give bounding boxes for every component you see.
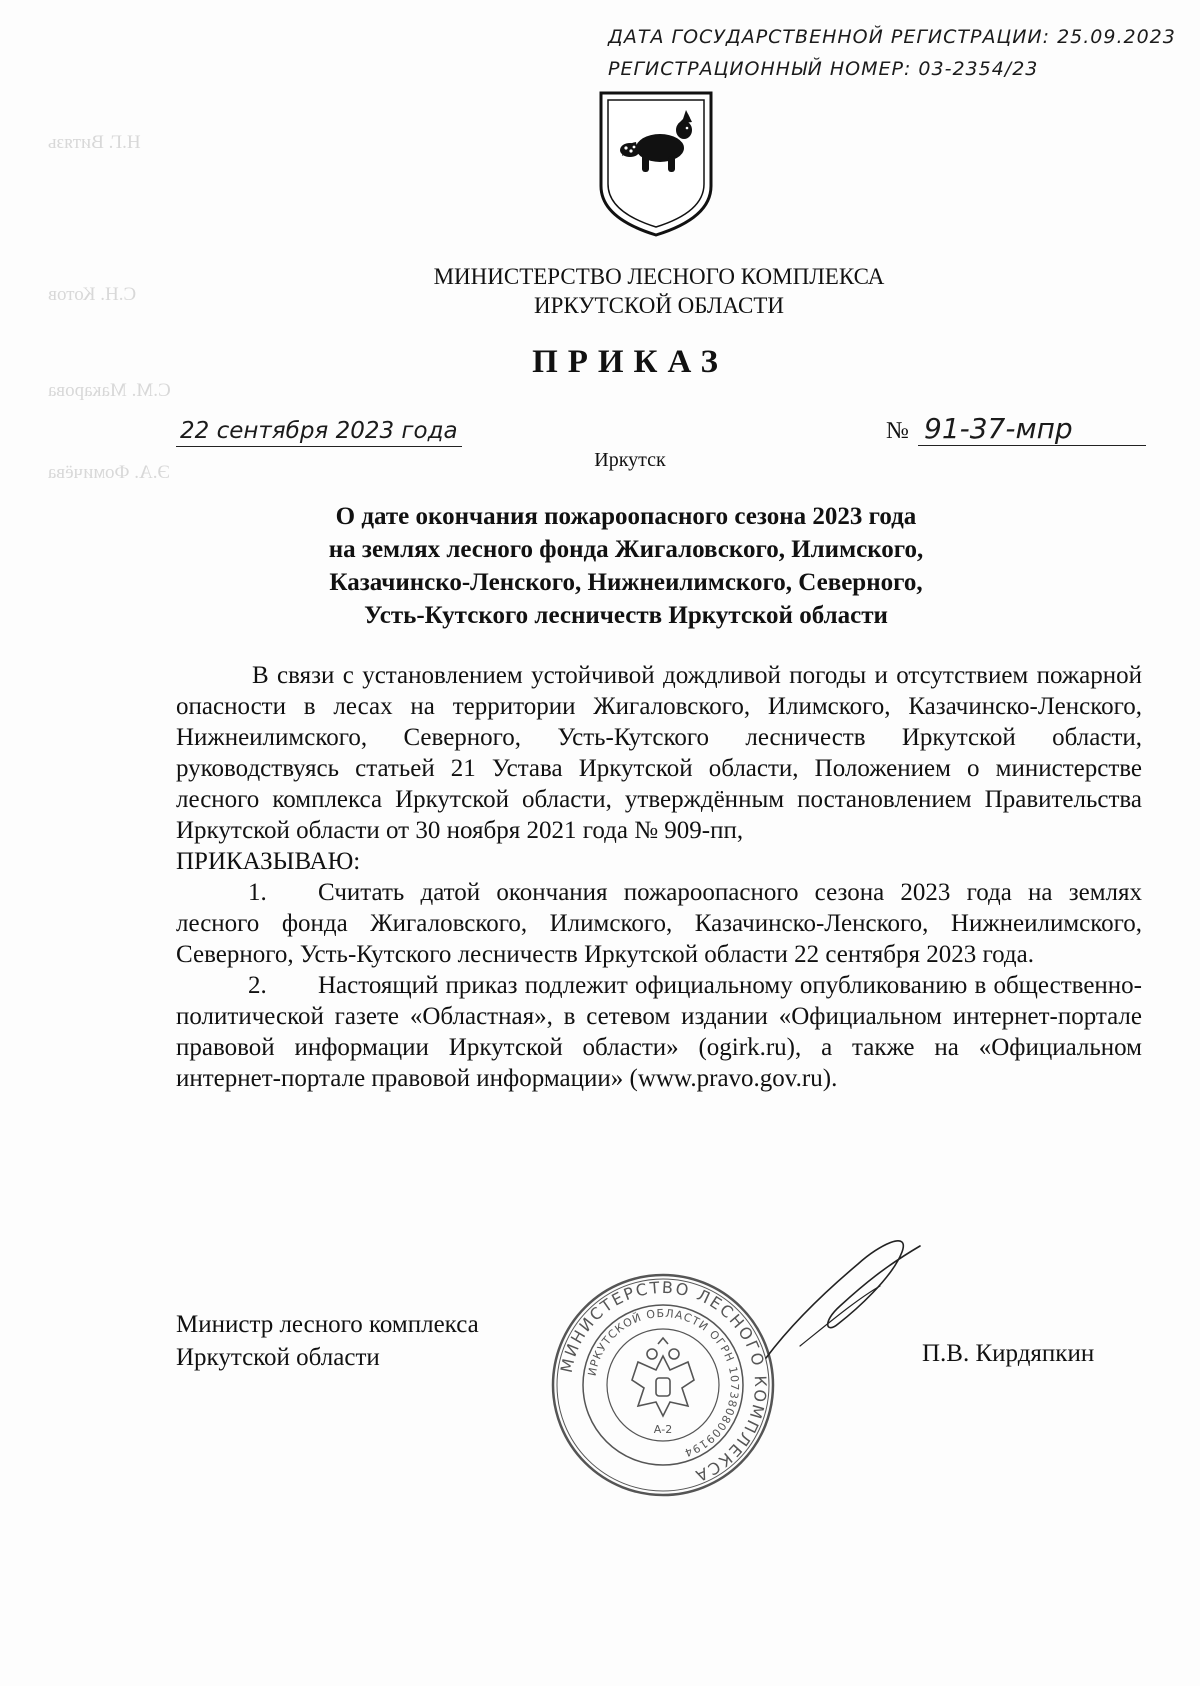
seal-outer-text: МИНИСТЕРСТВО ЛЕСНОГО КОМПЛЕКСА: [556, 1277, 771, 1487]
order-item: [176, 970, 1142, 1094]
seal-inner-text: ИРКУТСКОЙ ОБЛАСТИ ОГРН 1073808009194: [585, 1306, 742, 1460]
order-date: 22 сентября 2023 года: [176, 418, 462, 447]
order-number: 91-37-мпр: [918, 412, 1146, 446]
official-seal-stamp: [548, 1270, 778, 1500]
double-headed-eagle-icon: [632, 1338, 694, 1416]
bleed-through-ghost: Н.Г. Витязь: [48, 132, 141, 153]
order-body: [176, 660, 1142, 1094]
preamble-paragraph: В связи с установлением устойчивой дождливой погоды и отсутствием пожарной опасности в лесах на территории Жигаловского, Илимского, Казачинско-Ленского, Нижнеилимского, Северного, Усть-Кутского лесничеств Иркутской области, руководствуясь статьей 21 Устава Иркутской области, Положением о министерстве лесного комплекса Иркутской области, утверждённым постановлением Правительства Иркутской области от 30 ноября 2021 года № 909-пп,: [176, 662, 1142, 844]
signer-position-line-2: Иркутской области: [176, 1344, 380, 1371]
item-number: 2.: [248, 972, 267, 999]
ministry-header: [0, 262, 1200, 320]
heading-line-2: на землях лесного фонда Жигаловского, Илимского,: [328, 536, 924, 563]
ministry-line-2: ИРКУТСКОЙ ОБЛАСТИ: [533, 293, 784, 318]
ministry-line-1: МИНИСТЕРСТВО ЛЕСНОГО КОМПЛЕКСА: [433, 264, 885, 289]
seal-mark: А-2: [653, 1423, 673, 1436]
signer-position-line-1: Министр лесного комплекса: [176, 1311, 479, 1338]
heading-line-3: Казачинско-Ленского, Нижнеилимского, Северного,: [329, 569, 923, 596]
command-word: ПРИКАЗЫВАЮ:: [176, 848, 361, 875]
svg-text:ИРКУТСКОЙ ОБЛАСТИ ОГРН 1073808: [586, 1307, 742, 1460]
bleed-through-ghost: Э.А. Фомичёва: [48, 462, 170, 483]
order-title: ПРИКАЗ: [532, 344, 728, 380]
bleed-through-ghost: С.Н. Котов: [48, 284, 137, 305]
heading-line-4: Усть-Кутского лесничеств Иркутской области: [364, 602, 888, 629]
order-number-sign: №: [886, 418, 909, 444]
item-text: Считать датой окончания пожароопасного сезона 2023 года на землях лесного фонда Жигаловского, Илимского, Казачинско-Ленского, Нижнеилимского, Северного, Усть-Кутского лесничеств Иркутской области 22 сентября 2023 года.: [176, 879, 1142, 968]
item-text: Настоящий приказ подлежит официальному опубликованию в общественно-политической газете «Областная», в сетевом издании «Официальном интернет-портале правовой информации Иркутской области» (ogirk.ru), а также на «Официальном интернет-портале правовой информации» (www.pravo.gov.ru).: [176, 972, 1142, 1092]
item-number: 1.: [248, 879, 267, 906]
handwritten-signature: [760, 1226, 930, 1366]
order-item: [176, 877, 1142, 970]
registration-date-line: ДАТА ГОСУДАРСТВЕННОЙ РЕГИСТРАЦИИ: 25.09.2023: [608, 26, 1176, 48]
signer-name: П.В. Кирдяпкин: [922, 1340, 1095, 1367]
registration-number-line: РЕГИСТРАЦИОННЫЙ НОМЕР: 03-2354/23: [608, 58, 1039, 80]
order-heading: [0, 500, 1200, 632]
heading-line-1: О дате окончания пожароопасного сезона 2023 года: [335, 503, 917, 530]
coat-of-arms-emblem: [598, 90, 714, 238]
bleed-through-ghost: С.М. Макарова: [48, 380, 171, 401]
order-city: Иркутск: [594, 449, 666, 471]
signer-position: [176, 1308, 479, 1374]
